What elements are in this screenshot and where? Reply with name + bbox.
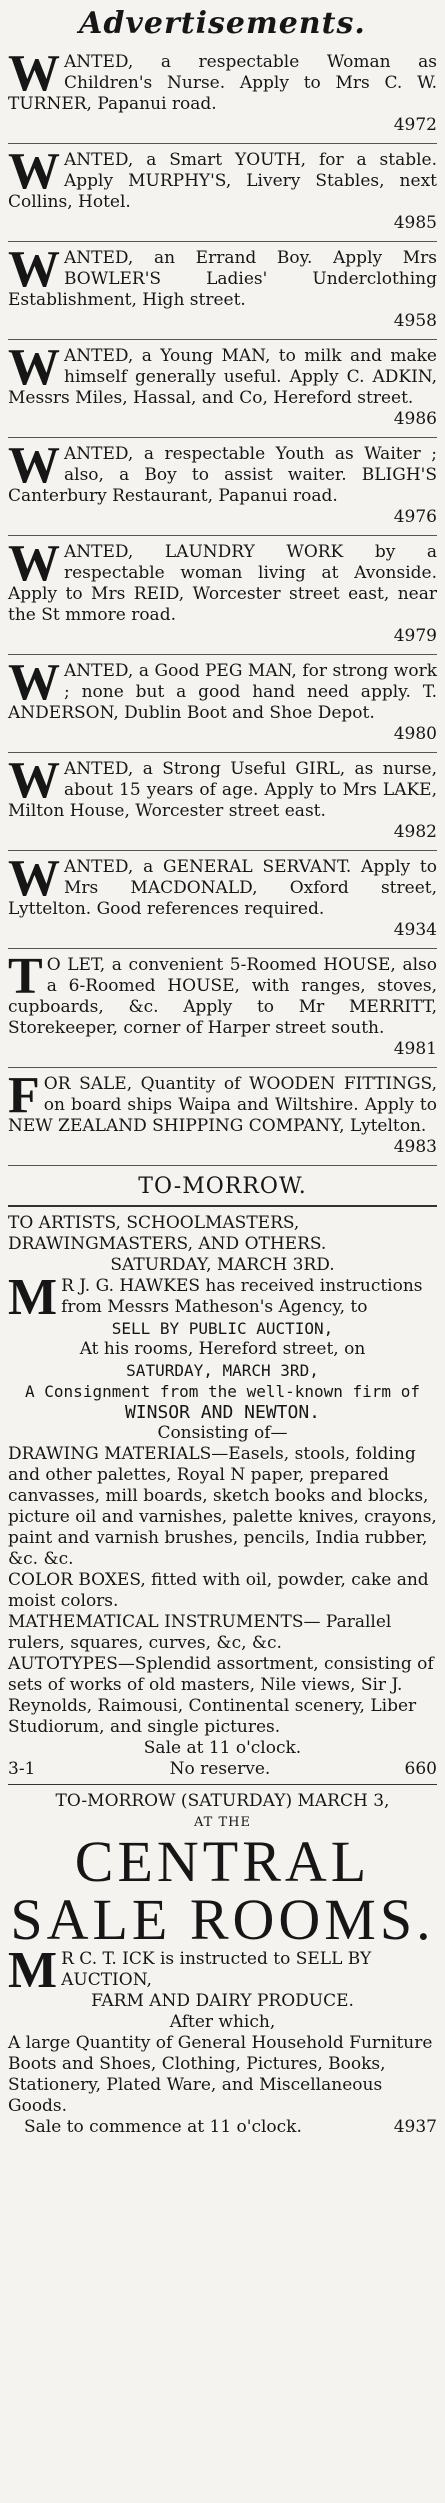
auction-central-sale-rooms xyxy=(8,1785,437,2138)
drop-cap: W xyxy=(8,143,60,200)
ad-ref: 4972 xyxy=(393,115,437,135)
auction-reserve: No reserve. xyxy=(169,1759,271,1779)
ad-ref: 4986 xyxy=(393,409,437,429)
auction2-sale-time: Sale to commence at 11 o'clock. xyxy=(24,2117,302,2137)
auction-consisting: Consisting of— xyxy=(157,1423,288,1443)
auction2-intro-block xyxy=(8,1949,437,1991)
ad-peg-man xyxy=(8,655,437,753)
auction-date: SATURDAY, MARCH 3RD. xyxy=(110,1255,335,1275)
ad-text: OR SALE, Quantity of WOODEN FITTINGS, on board ships Waipa and Wiltshire. Apply to NEW ZEALAND SHIPPING COMPANY, Lytelton. xyxy=(8,1074,437,1136)
auction2-big-title-1: CENTRAL xyxy=(74,1829,371,1894)
ad-text: ANTED, a respectable Woman as Children's Nurse. Apply to Mrs C. W. TURNER, Papanui road. xyxy=(8,52,437,114)
masthead: Advertisements. xyxy=(79,6,366,41)
auction-winsor-newton xyxy=(8,1207,437,1785)
classified-ads xyxy=(8,46,437,1166)
auction-heading-tomorrow: TO-MORROW. xyxy=(8,1166,437,1207)
ad-to-let xyxy=(8,949,437,1068)
auction-math-instruments: MATHEMATICAL INSTRUMENTS— Parallel rulers, squares, curves, &c, &c. xyxy=(8,1612,392,1653)
auction-ref: 660 xyxy=(404,1759,437,1779)
ad-text: ANTED, a Strong Useful GIRL, as nurse, about 15 years of age. Apply to Mrs LAKE, Milton House, Worcester street east. xyxy=(8,759,437,821)
ad-girl xyxy=(8,753,437,851)
ad-nurse xyxy=(8,46,437,144)
auction2-big-title-2: SALE ROOMS. xyxy=(10,1887,435,1952)
ad-for-sale xyxy=(8,1068,437,1166)
ad-ref: 4976 xyxy=(393,507,437,527)
ad-errand-boy xyxy=(8,242,437,340)
auction-color-boxes: COLOR BOXES, fitted with oil, powder, cake and moist colors. xyxy=(8,1570,429,1611)
auction2-furniture: A large Quantity of General Household Furniture xyxy=(8,2033,433,2053)
ad-text: ANTED, LAUNDRY WORK by a respectable woman living at Avonside. Apply to Mrs REID, Worcester street east, near the St mmore road. xyxy=(8,542,437,625)
ad-young-man xyxy=(8,340,437,438)
ad-waiter xyxy=(8,438,437,536)
auction2-footer xyxy=(8,2117,437,2138)
drop-cap: W xyxy=(8,437,60,494)
ad-ref: 4985 xyxy=(393,213,437,233)
ad-ref: 4934 xyxy=(393,920,437,940)
auction-audience: TO ARTISTS, SCHOOLMASTERS, DRAWINGMASTERS, AND OTHERS. xyxy=(8,1213,327,1254)
auction-consignment: A Consignment from the well-known firm of xyxy=(25,1382,420,1401)
ad-text: O LET, a convenient 5-Roomed HOUSE, also a 6-Roomed HOUSE, with ranges, stoves, cupboards, &c. Apply to Mr MERRITT, Storekeeper, corner of Harper street south. xyxy=(8,955,437,1038)
auction-autotypes: AUTOTYPES—Splendid assortment, consisting of sets of works of old masters, Nile views, Sir J. Reynolds, Raimousi, Continental scenery, Liber Studiorum, and single pictures. xyxy=(8,1654,434,1737)
ad-ref: 4982 xyxy=(393,822,437,842)
drop-cap: W xyxy=(8,850,60,907)
drop-cap: M xyxy=(8,1276,58,1318)
ad-text: ANTED, a Young MAN, to milk and make himself generally useful. Apply C. ADKIN, Messrs Miles, Hassal, and Co, Hereford street. xyxy=(8,346,437,408)
auction-intro: R J. G. HAWKES has received instructions from Messrs Matheson's Agency, to xyxy=(61,1276,423,1317)
drop-cap: F xyxy=(8,1067,40,1124)
auction-firm: WINSOR AND NEWTON. xyxy=(124,1402,321,1423)
auction2-at: AT THE xyxy=(194,1815,251,1830)
ad-ref: 4979 xyxy=(393,626,437,646)
auction-code: 3-1 xyxy=(8,1759,36,1779)
ad-ref: 4983 xyxy=(393,1137,437,1157)
auction2-after: After which, xyxy=(169,2012,276,2032)
ad-text: ANTED, a respectable Youth as Waiter ; also, a Boy to assist waiter. BLIGH'S Canterbury Restaurant, Papanui road. xyxy=(8,444,437,506)
auction2-heading: TO-MORROW (SATURDAY) MARCH 3, xyxy=(55,1791,390,1811)
drop-cap: W xyxy=(8,654,60,711)
ad-servant xyxy=(8,851,437,949)
drop-cap: W xyxy=(8,752,60,809)
drop-cap: W xyxy=(8,241,60,298)
ad-text: ANTED, a Good PEG MAN, for strong work ; none but a good hand need apply. T. ANDERSON, Dublin Boot and Shoe Depot. xyxy=(8,661,437,723)
ad-ref: 4981 xyxy=(393,1039,437,1059)
ad-text: ANTED, an Errand Boy. Apply Mrs BOWLER'S Ladies' Underclothing Establishment, High street. xyxy=(8,248,437,310)
auction2-goods: Boots and Shoes, Clothing, Pictures, Books, Stationery, Plated Ware, and Miscellaneous Goods. xyxy=(8,2054,386,2116)
auction-sell: SELL BY PUBLIC AUCTION, xyxy=(111,1319,334,1338)
auction2-ref: 4937 xyxy=(393,2117,437,2137)
auction-date-repeat: SATURDAY, MARCH 3RD, xyxy=(126,1361,319,1380)
drop-cap: W xyxy=(8,45,60,102)
auction2-produce: FARM AND DAIRY PRODUCE. xyxy=(91,1991,354,2011)
ad-text: ANTED, a Smart YOUTH, for a stable. Apply MURPHY'S, Livery Stables, next Collins, Hotel. xyxy=(8,150,437,212)
drop-cap: M xyxy=(8,1949,58,1991)
drop-cap: W xyxy=(8,339,60,396)
auction-footer xyxy=(8,1759,437,1780)
ad-text: ANTED, a GENERAL SERVANT. Apply to Mrs MACDONALD, Oxford street, Lyttelton. Good references required. xyxy=(8,857,437,919)
auction-drawing-materials: DRAWING MATERIALS—Easels, stools, folding and other palettes, Royal N paper, prepared canvasses, mill boards, sketch books and blocks, picture oil and varnishes, palette knives, crayons, paint and varnish brushes, pencils, India rubber, &c. &c. xyxy=(8,1444,437,1569)
ad-ref: 4980 xyxy=(393,724,437,744)
drop-cap: T xyxy=(8,948,43,1005)
auction-rooms: At his rooms, Hereford street, on xyxy=(79,1339,366,1359)
newspaper-page xyxy=(0,2,445,2503)
ad-youth xyxy=(8,144,437,242)
ad-laundry xyxy=(8,536,437,655)
auction-intro-block xyxy=(8,1276,437,1318)
auction-sale-time: Sale at 11 o'clock. xyxy=(143,1738,302,1758)
drop-cap: W xyxy=(8,535,60,592)
ad-ref: 4958 xyxy=(393,311,437,331)
auction2-intro: R C. T. ICK is instructed to SELL BY AUCTION, xyxy=(61,1949,372,1990)
